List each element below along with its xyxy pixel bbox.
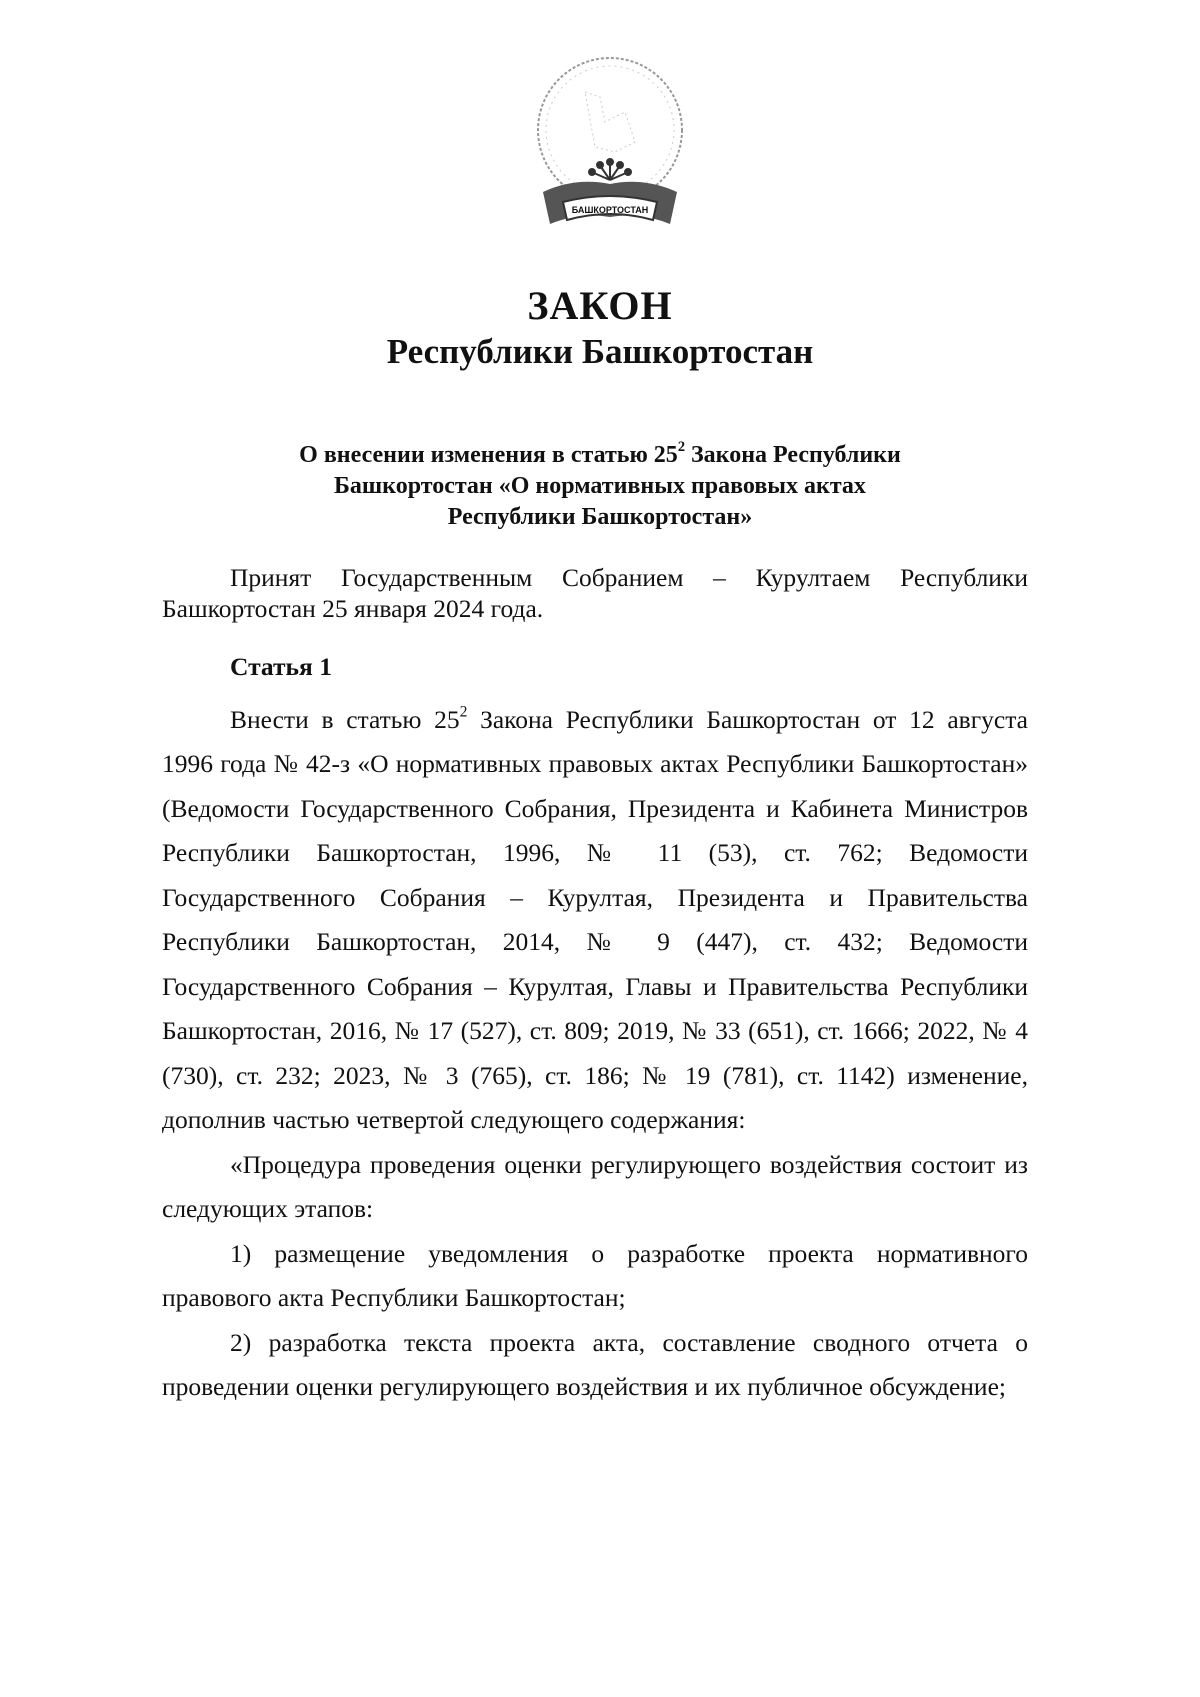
emblem-ribbon-text: БАШКОРТОСТАН bbox=[571, 205, 649, 215]
article-1 bbox=[162, 645, 1028, 1410]
p1-after: Закона Республики Башкортостан от 12 августа 1996 года № 42-з «О нормативных правовых актах Республики Башкортостан» (Ведомости Государственного Собрания, Президента и Кабинета Министров Республики Башкортостан, 1996, № 11 (53), ст. 762; Ведомости Государственного Собрания – Курултая, Президента и Правительства Республики Башкортостан, 2014, № 9 (447), ст. 432; Ведомости Государственного Собрания – Курултая, Главы и Правительства Республики Башкортостан, 2016, № 17 (527), ст. 809; 2019, № 33 (651), ст. 1666; 2022, № 4 (730), ст. 232; 2023, № 3 (765), ст. 186; № 19 (781), ст. 1142) изменение, дополнив частью четвертой следующего содержания: bbox=[162, 704, 1029, 1134]
p1-before: Внести в статью 25 bbox=[230, 704, 460, 734]
heading-line2: Башкортостан «О нормативных правовых актах bbox=[334, 473, 866, 499]
article-paragraph-3: 1) размещение уведомления о разработке проекта нормативного правового акта Республики Башкортостан; bbox=[162, 1238, 1028, 1312]
adoption-note bbox=[162, 562, 1028, 624]
heading-line1-before: О внесении изменения в статью 25 bbox=[299, 442, 678, 468]
article-title: Статья 1 bbox=[230, 652, 332, 681]
document-subtitle: Республики Башкортостан bbox=[386, 332, 814, 371]
heading-superscript: 2 bbox=[677, 439, 686, 456]
article-paragraph-4: 2) разработка текста проекта акта, составление сводного отчета о проведении оценки регулирующего воздействия и их публичное обсуждение; bbox=[162, 1327, 1028, 1401]
coat-of-arms-emblem bbox=[525, 52, 695, 242]
heading-line1-after: Закона Республики bbox=[685, 442, 901, 468]
law-heading bbox=[200, 440, 1000, 533]
adoption-text: Принят Государственным Собранием – Курултаем Республики Башкортостан 25 января 2024 года. bbox=[162, 563, 1028, 623]
p1-superscript: 2 bbox=[459, 703, 468, 721]
document-title: ЗАКОН bbox=[527, 283, 673, 328]
heading-line3: Республики Башкортостан» bbox=[447, 504, 753, 530]
article-paragraph-1 bbox=[162, 698, 1028, 1143]
article-paragraph-2: «Процедура проведения оценки регулирующего воздействия состоит из следующих этапов: bbox=[162, 1149, 1028, 1223]
